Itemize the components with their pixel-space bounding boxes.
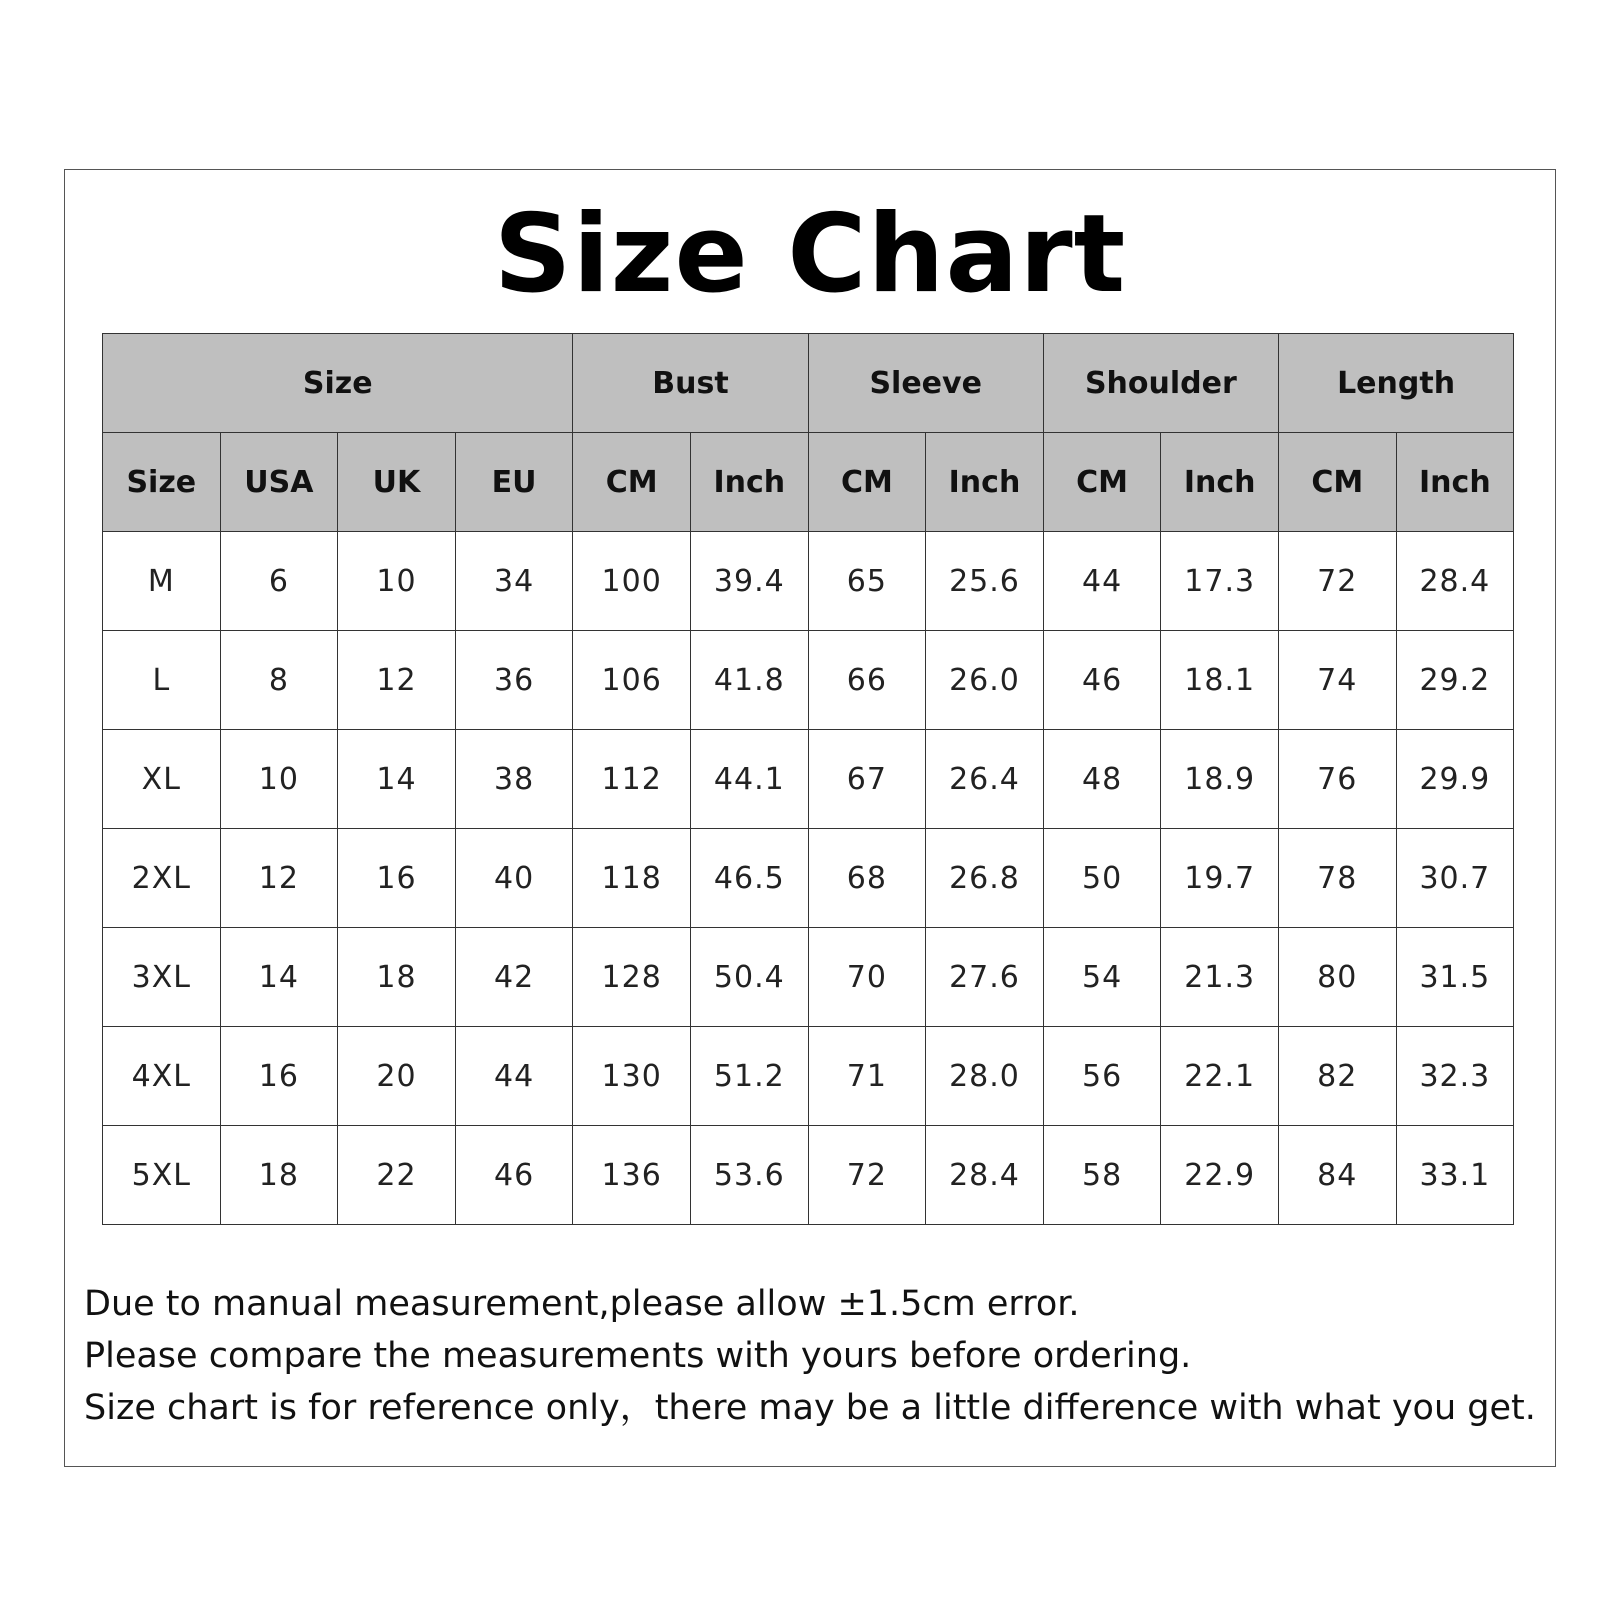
- table-cell: 106: [573, 631, 691, 730]
- sub-header-bust-inch: Inch: [690, 433, 808, 532]
- table-cell: 71: [808, 1027, 926, 1126]
- table-cell: 112: [573, 730, 691, 829]
- group-header-size: Size: [103, 334, 573, 433]
- table-cell: 31.5: [1396, 928, 1514, 1027]
- size-table: [102, 333, 1514, 1225]
- table-cell: 28.4: [1396, 532, 1514, 631]
- table-cell: 16: [220, 1027, 338, 1126]
- note-line-compare: Please compare the measurements with yours before ordering.: [84, 1336, 1192, 1376]
- table-cell: L: [103, 631, 221, 730]
- table-cell: 54: [1043, 928, 1161, 1027]
- table-cell: 41.8: [690, 631, 808, 730]
- table-cell: 76: [1278, 730, 1396, 829]
- notes: [84, 1278, 1554, 1434]
- table-cell: 42: [455, 928, 573, 1027]
- page-title: Size Chart: [493, 192, 1127, 317]
- table-cell: 8: [220, 631, 338, 730]
- sub-header-uk: UK: [338, 433, 456, 532]
- note-line-error: Due to manual measurement,please allow ±1.5cm error.: [84, 1284, 1080, 1324]
- table-cell: 6: [220, 532, 338, 631]
- sub-header-bust-cm: CM: [573, 433, 691, 532]
- sub-header-row: [103, 433, 1514, 532]
- table-cell: 82: [1278, 1027, 1396, 1126]
- table-cell: 53.6: [690, 1126, 808, 1225]
- table-cell: 3XL: [103, 928, 221, 1027]
- table-cell: 25.6: [926, 532, 1044, 631]
- table-cell: 12: [220, 829, 338, 928]
- table-cell: 67: [808, 730, 926, 829]
- table-cell: 16: [338, 829, 456, 928]
- group-header-length: Length: [1278, 334, 1513, 433]
- table-row: [103, 928, 1514, 1027]
- table-cell: 78: [1278, 829, 1396, 928]
- table-cell: 44: [1043, 532, 1161, 631]
- table-cell: M: [103, 532, 221, 631]
- table-cell: 46: [455, 1126, 573, 1225]
- sub-header-shoulder-inch: Inch: [1161, 433, 1279, 532]
- sub-header-length-inch: Inch: [1396, 433, 1514, 532]
- table-cell: 100: [573, 532, 691, 631]
- table-cell: 14: [220, 928, 338, 1027]
- table-cell: 136: [573, 1126, 691, 1225]
- table-cell: 30.7: [1396, 829, 1514, 928]
- table-cell: 5XL: [103, 1126, 221, 1225]
- table-cell: 68: [808, 829, 926, 928]
- sub-header-size: Size: [103, 433, 221, 532]
- table-cell: 46.5: [690, 829, 808, 928]
- group-header-shoulder: Shoulder: [1043, 334, 1278, 433]
- table-cell: 65: [808, 532, 926, 631]
- table-cell: 17.3: [1161, 532, 1279, 631]
- group-header-sleeve: Sleeve: [808, 334, 1043, 433]
- table-cell: 39.4: [690, 532, 808, 631]
- table-row: [103, 730, 1514, 829]
- table-cell: 34: [455, 532, 573, 631]
- table-cell: 12: [338, 631, 456, 730]
- table-cell: 44.1: [690, 730, 808, 829]
- sub-header-length-cm: CM: [1278, 433, 1396, 532]
- table-cell: 48: [1043, 730, 1161, 829]
- table-cell: 27.6: [926, 928, 1044, 1027]
- table-cell: 18: [220, 1126, 338, 1225]
- table-cell: 26.8: [926, 829, 1044, 928]
- sub-header-sleeve-inch: Inch: [926, 433, 1044, 532]
- table-cell: 118: [573, 829, 691, 928]
- table-row: [103, 1126, 1514, 1225]
- table-cell: 10: [338, 532, 456, 631]
- table-cell: 80: [1278, 928, 1396, 1027]
- sub-header-usa: USA: [220, 433, 338, 532]
- table-cell: 36: [455, 631, 573, 730]
- table-cell: 29.2: [1396, 631, 1514, 730]
- table-cell: XL: [103, 730, 221, 829]
- table-cell: 51.2: [690, 1027, 808, 1126]
- table-cell: 70: [808, 928, 926, 1027]
- table-cell: 2XL: [103, 829, 221, 928]
- table-row: [103, 1027, 1514, 1126]
- sub-header-shoulder-cm: CM: [1043, 433, 1161, 532]
- table-cell: 50.4: [690, 928, 808, 1027]
- table-cell: 22.1: [1161, 1027, 1279, 1126]
- table-body: [103, 532, 1514, 1225]
- table-cell: 44: [455, 1027, 573, 1126]
- table-cell: 22: [338, 1126, 456, 1225]
- table-cell: 46: [1043, 631, 1161, 730]
- table-cell: 26.0: [926, 631, 1044, 730]
- table-cell: 130: [573, 1027, 691, 1126]
- table-cell: 56: [1043, 1027, 1161, 1126]
- table-cell: 20: [338, 1027, 456, 1126]
- note-line-reference: Size chart is for reference only，there may be a little difference with what you get.: [84, 1388, 1536, 1428]
- group-header-row: [103, 334, 1514, 433]
- table-cell: 66: [808, 631, 926, 730]
- table-cell: 50: [1043, 829, 1161, 928]
- table-cell: 18.1: [1161, 631, 1279, 730]
- table-row: [103, 631, 1514, 730]
- table-cell: 19.7: [1161, 829, 1279, 928]
- table-row: [103, 532, 1514, 631]
- table-cell: 4XL: [103, 1027, 221, 1126]
- table-cell: 74: [1278, 631, 1396, 730]
- table-cell: 72: [808, 1126, 926, 1225]
- table-cell: 38: [455, 730, 573, 829]
- table-cell: 14: [338, 730, 456, 829]
- table-cell: 18.9: [1161, 730, 1279, 829]
- table-cell: 33.1: [1396, 1126, 1514, 1225]
- table-cell: 32.3: [1396, 1027, 1514, 1126]
- table-cell: 10: [220, 730, 338, 829]
- table-row: [103, 829, 1514, 928]
- table-cell: 28.4: [926, 1126, 1044, 1225]
- table-cell: 84: [1278, 1126, 1396, 1225]
- sub-header-sleeve-cm: CM: [808, 433, 926, 532]
- table-cell: 28.0: [926, 1027, 1044, 1126]
- table-cell: 128: [573, 928, 691, 1027]
- sub-header-eu: EU: [455, 433, 573, 532]
- group-header-bust: Bust: [573, 334, 808, 433]
- table-cell: 29.9: [1396, 730, 1514, 829]
- table-cell: 26.4: [926, 730, 1044, 829]
- table-cell: 58: [1043, 1126, 1161, 1225]
- table-cell: 22.9: [1161, 1126, 1279, 1225]
- table-cell: 40: [455, 829, 573, 928]
- table-cell: 18: [338, 928, 456, 1027]
- table-cell: 21.3: [1161, 928, 1279, 1027]
- table-cell: 72: [1278, 532, 1396, 631]
